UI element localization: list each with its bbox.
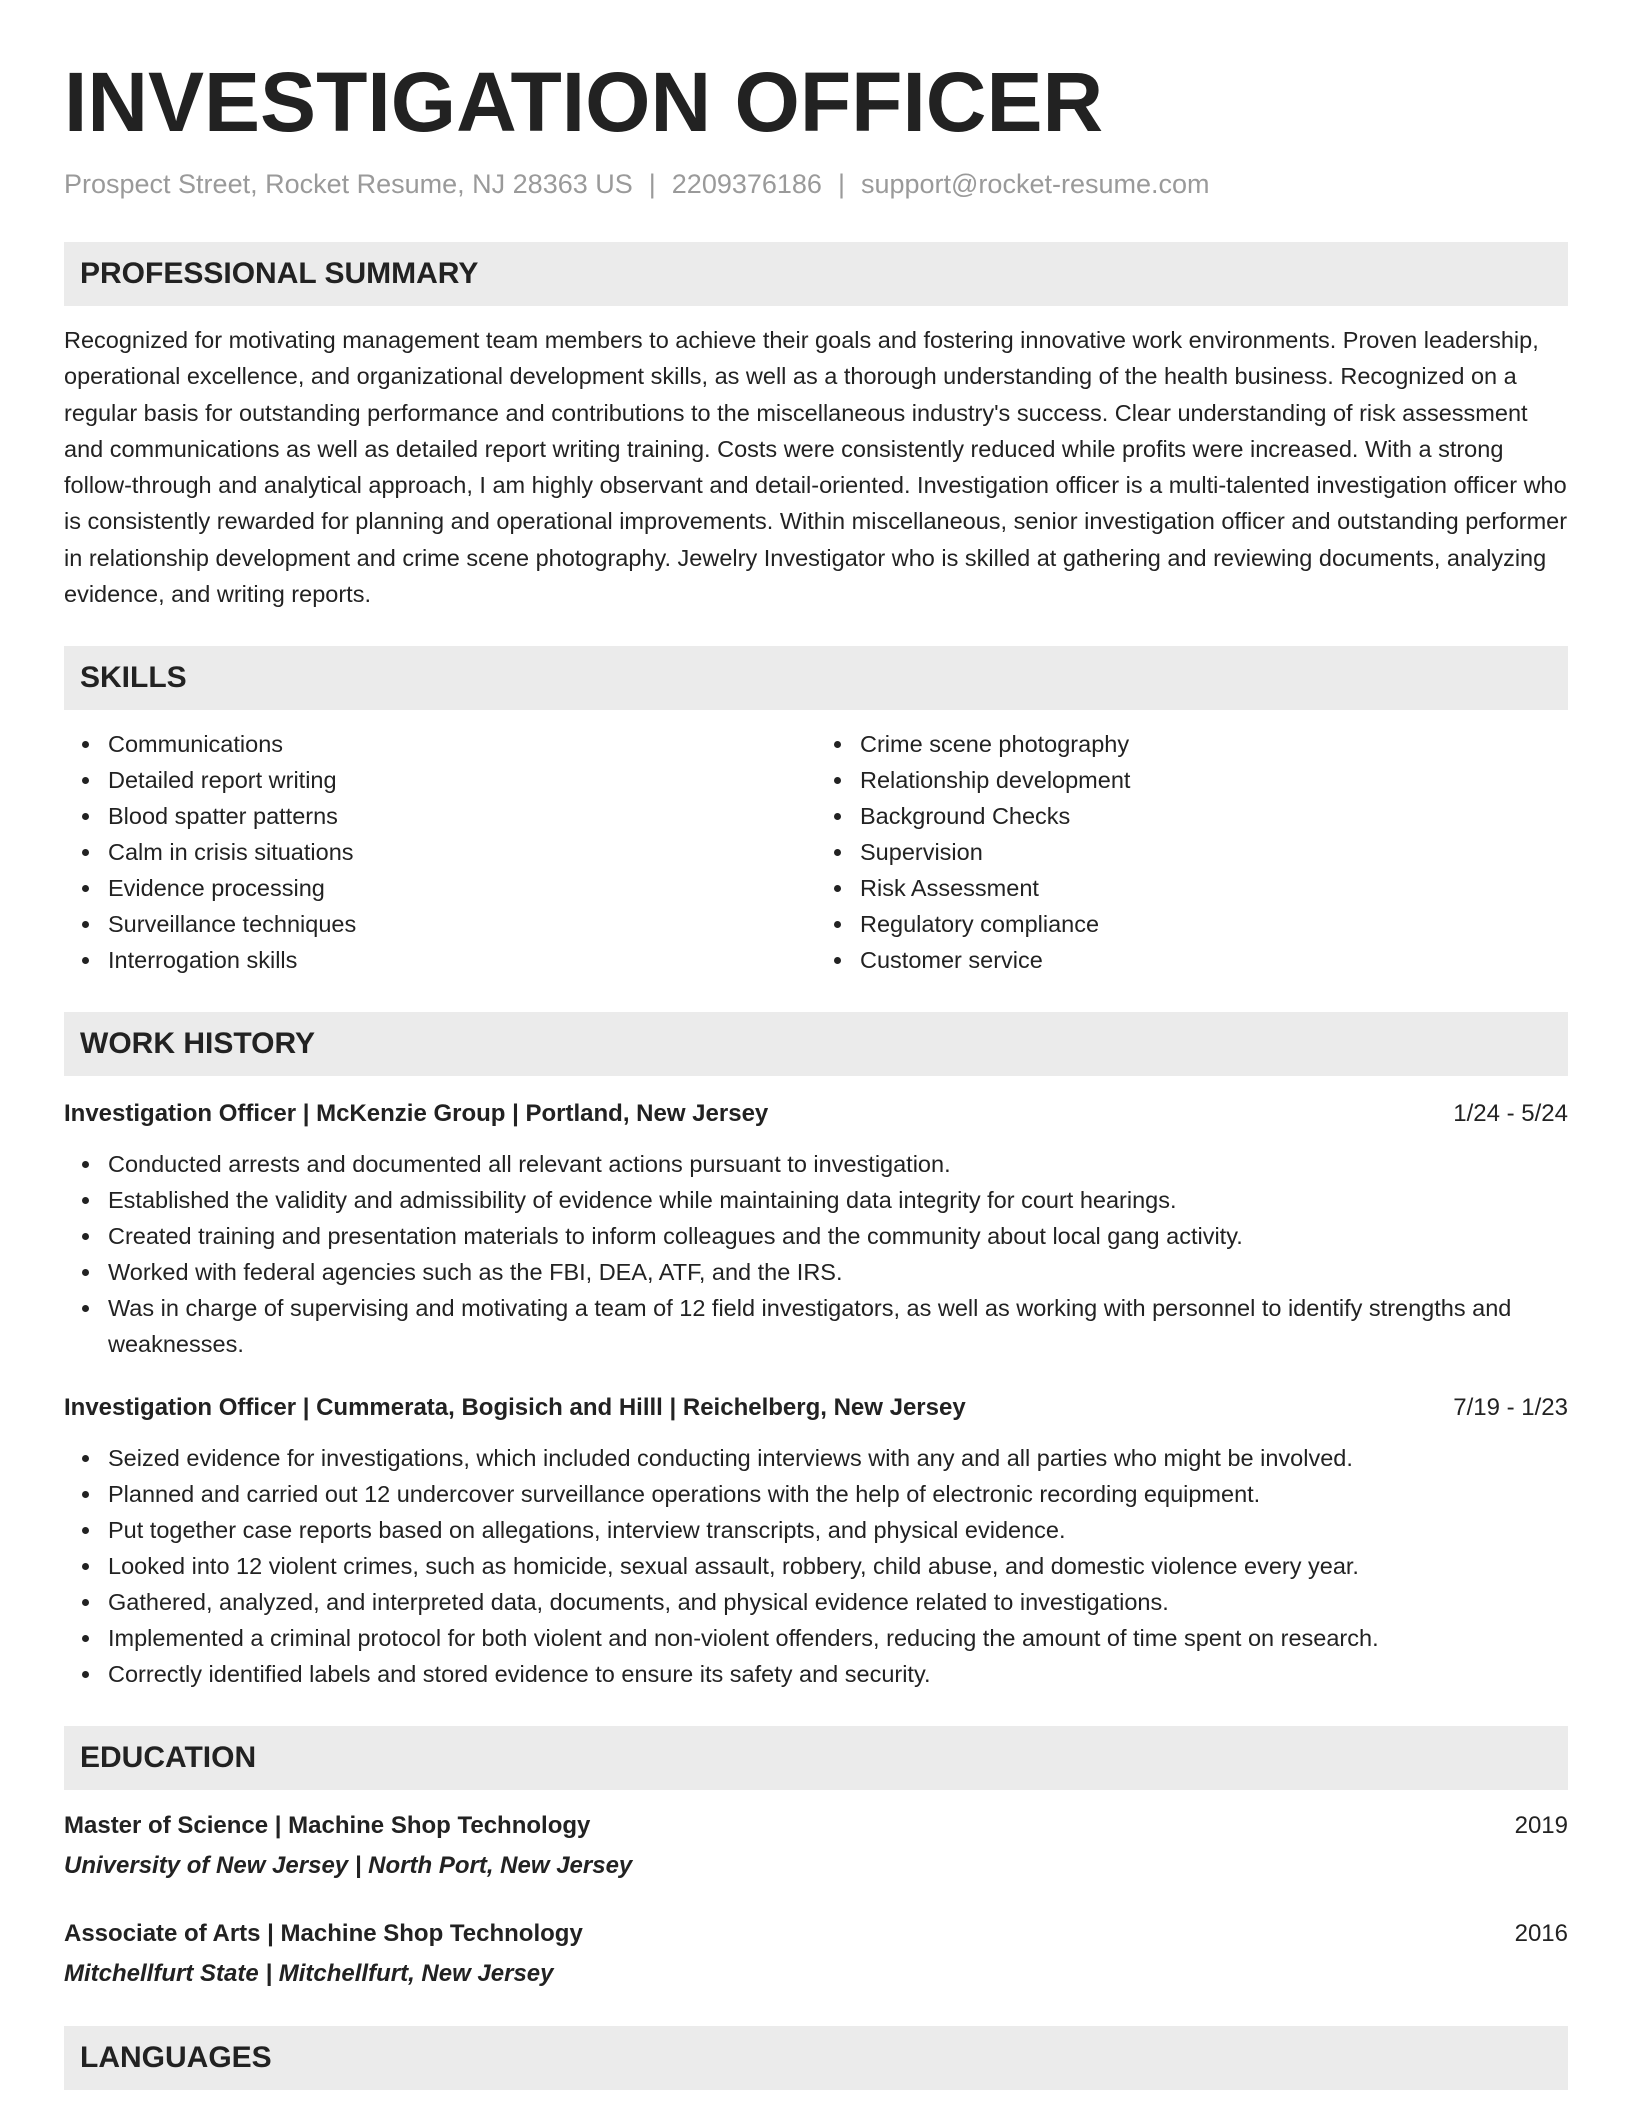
job-dates: 1/24 - 5/24 [1453,1100,1568,1128]
job-bullet: Conducted arrests and documented all relevant actions pursuant to investigation. [108,1146,1568,1182]
job-entry [64,1096,1568,1362]
skill-item: Interrogation skills [108,942,816,978]
summary-text: Recognized for motivating management team members to achieve their goals and fostering innovative work environments. Proven leadership, operational excellence, and organizational development skills, as well as a thorough understanding of the health business. Recognized on a regular basis for outstanding performance and contributions to the miscellaneous industry's success. Clear understanding of risk assessment and communications as well as detailed report writing training. Costs were consistently reduced while profits were increased. With a strong follow-through and analytical approach, I am highly observant and detail-oriented. Investigation officer is a multi-talented investigation officer who is consistently rewarded for planning and operational improvements. Within miscellaneous, senior investigation officer and outstanding performer in relationship development and crime scene photography. Jewelry Investigator who is skilled at gathering and reviewing documents, analyzing evidence, and writing reports. [64,327,1568,608]
job-bullet: Created training and presentation materials to inform colleagues and the community about local gang activity. [108,1218,1568,1254]
candidate-title: INVESTIGATION OFFICER [64,55,1104,149]
job-bullet: Put together case reports based on allegations, interview transcripts, and physical evidence. [108,1512,1568,1548]
job-title: Investigation Officer | McKenzie Group | Portland, New Jersey [64,1100,769,1128]
job-bullet: Correctly identified labels and stored evidence to ensure its safety and security. [108,1656,1568,1692]
skills-column-left [64,726,816,978]
job-title: Investigation Officer | Cummerata, Bogisich and Hilll | Reichelberg, New Jersey [64,1394,966,1422]
contact-address: Prospect Street, Rocket Resume, NJ 28363 US [64,169,633,199]
education-year: 2016 [1514,1920,1568,1948]
job-dates: 7/19 - 1/23 [1453,1394,1568,1422]
education-entry [64,1808,1568,1884]
skill-item: Crime scene photography [860,726,1568,762]
job-bullet: Established the validity and admissibility of evidence while maintaining data integrity for court hearings. [108,1182,1568,1218]
job-bullet: Planned and carried out 12 undercover surveillance operations with the help of electronic recording equipment. [108,1476,1568,1512]
job-bullets [64,1146,1568,1362]
skill-item: Surveillance techniques [108,906,816,942]
contact-phone: 2209376186 [671,169,822,199]
education-header [64,1916,1568,1952]
skill-item: Evidence processing [108,870,816,906]
education-entry [64,1916,1568,1992]
skill-item: Communications [108,726,816,762]
education-degree: Associate of Arts | Machine Shop Technology [64,1920,583,1948]
job-bullet: Worked with federal agencies such as the FBI, DEA, ATF, and the IRS. [108,1254,1568,1290]
contact-line [64,166,1568,202]
education-school: University of New Jersey | North Port, New Jersey [64,1852,633,1880]
education-school: Mitchellfurt State | Mitchellfurt, New Jersey [64,1960,554,1988]
contact-separator: | [837,169,845,199]
contact-separator: | [648,169,656,199]
contact-email: support@rocket-resume.com [860,169,1210,199]
work-history-heading: WORK HISTORY [64,1012,1568,1076]
skill-item: Calm in crisis situations [108,834,816,870]
education-header [64,1808,1568,1844]
job-bullet: Implemented a criminal protocol for both violent and non-violent offenders, reducing the amount of time spent on research. [108,1620,1568,1656]
job-bullet: Seized evidence for investigations, which included conducting interviews with any and all parties who might be involved. [108,1440,1568,1476]
education-year: 2019 [1514,1812,1568,1840]
skill-item: Detailed report writing [108,762,816,798]
job-bullet: Gathered, analyzed, and interpreted data, documents, and physical evidence related to investigations. [108,1584,1568,1620]
skill-item: Relationship development [860,762,1568,798]
job-bullet: Looked into 12 violent crimes, such as homicide, sexual assault, robbery, child abuse, and domestic violence every year. [108,1548,1568,1584]
job-entry [64,1390,1568,1692]
job-bullets [64,1440,1568,1692]
skills-list [64,726,1568,978]
education-degree: Master of Science | Machine Shop Technology [64,1812,591,1840]
job-bullet: Was in charge of supervising and motivating a team of 12 field investigators, as well as working with personnel to identify strengths and weaknesses. [108,1290,1568,1362]
skills-heading: SKILLS [64,646,1568,710]
job-header [64,1390,1568,1426]
skill-item: Supervision [860,834,1568,870]
summary-heading: PROFESSIONAL SUMMARY [64,242,1568,306]
skill-item: Blood spatter patterns [108,798,816,834]
skill-item: Background Checks [860,798,1568,834]
skill-item: Regulatory compliance [860,906,1568,942]
resume-page [64,52,1568,2090]
education-heading: EDUCATION [64,1726,1568,1790]
skill-item: Customer service [860,942,1568,978]
skills-column-right [816,726,1568,978]
skill-item: Risk Assessment [860,870,1568,906]
languages-heading: LANGUAGES [64,2026,1568,2090]
job-header [64,1096,1568,1132]
